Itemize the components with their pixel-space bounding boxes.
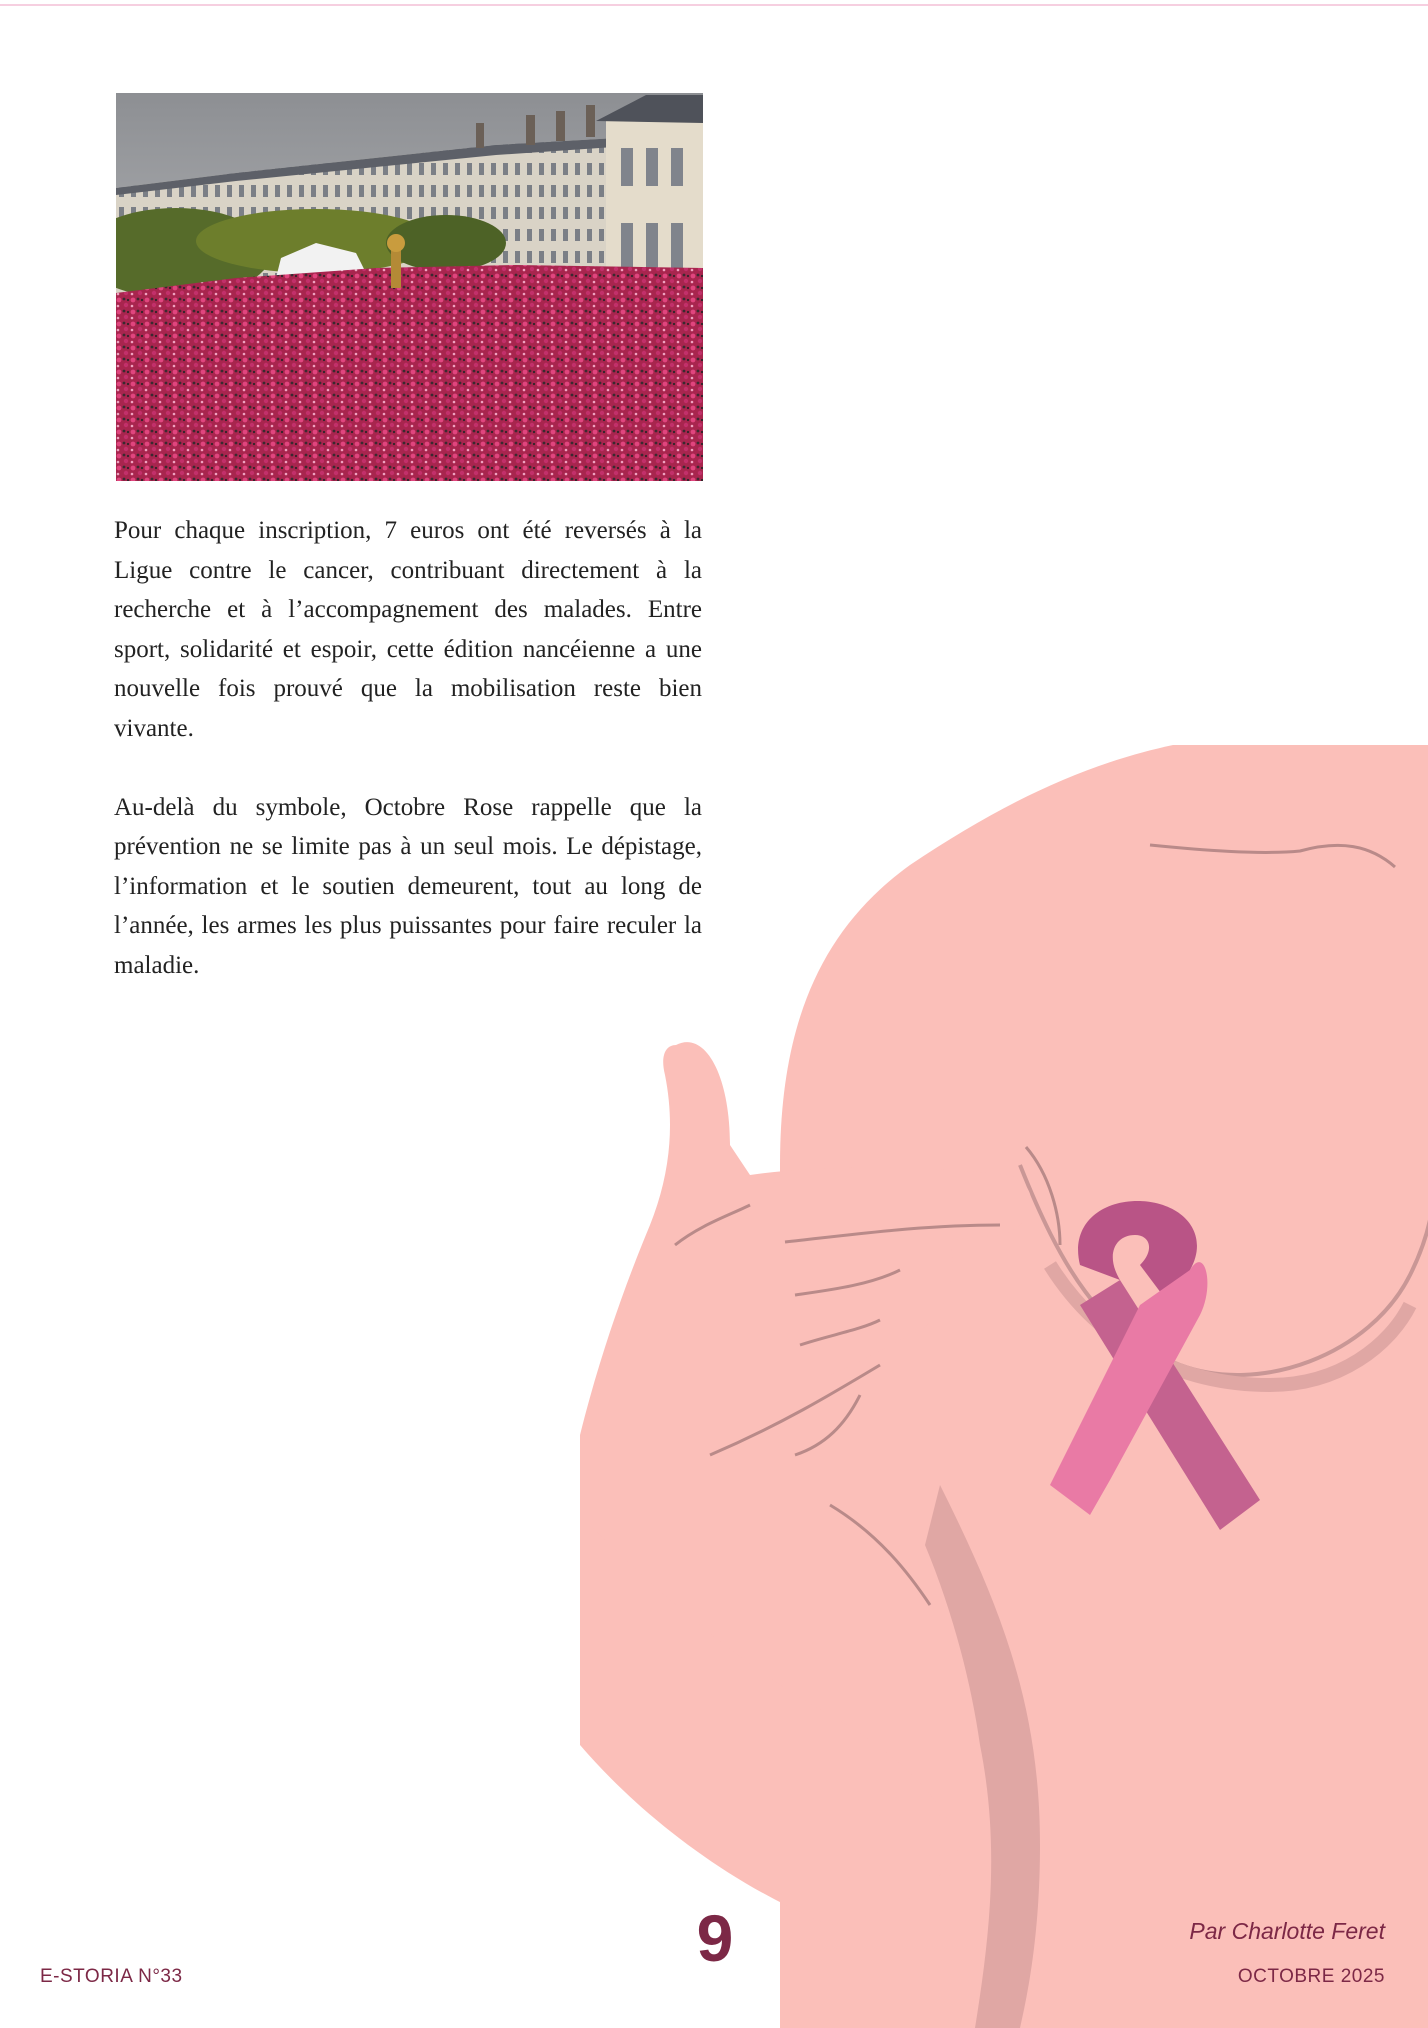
author-byline: Par Charlotte Feret bbox=[1189, 1918, 1385, 1944]
breast-self-exam-drawing bbox=[580, 745, 1428, 2028]
issue-date: OCTOBRE 2025 bbox=[1237, 1966, 1385, 1987]
crowd-photo bbox=[116, 93, 703, 481]
article-paragraph: Au-delà du symbole, Octobre Rose rappelle que la prévention ne se limite pas à un seul mois. Le dépistage, l’information et le soutien demeurent, tout au long de l’année, les armes les plus puissantes pour faire reculer la maladie. bbox=[114, 793, 702, 979]
crowd-photo-image bbox=[116, 93, 703, 481]
magazine-issue: E-STORIA N°33 bbox=[40, 1966, 183, 1987]
breast-self-exam-illustration bbox=[580, 745, 1428, 2028]
page-number: 9 bbox=[696, 1901, 734, 1975]
top-rule bbox=[0, 4, 1428, 6]
article-paragraph: Pour chaque inscription, 7 euros ont été reversés à la Ligue contre le cancer, contribuant directement à la recherche et à l’accompagnement des malades. Entre sport, solidarité et espoir, cette édition nancéienne a une nouvelle fois prouvé que la mobilisation reste bien vivante. bbox=[114, 517, 702, 742]
